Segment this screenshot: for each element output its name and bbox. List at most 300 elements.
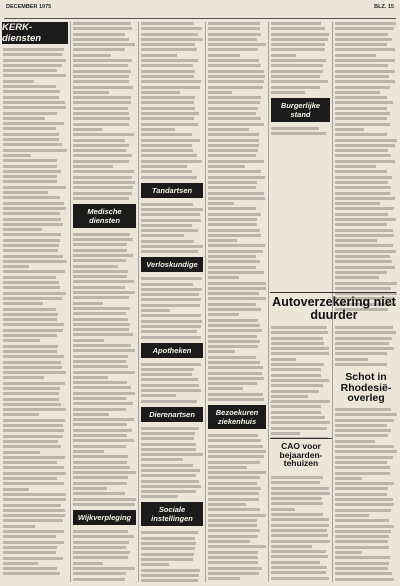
text-line	[73, 59, 132, 62]
text-line	[335, 556, 390, 559]
text-line	[335, 255, 390, 258]
text-line	[208, 572, 259, 575]
text-line	[208, 107, 258, 110]
text-line	[3, 133, 59, 136]
text-line	[3, 435, 63, 438]
cao-article	[271, 476, 330, 582]
text-line	[3, 514, 65, 517]
text-line	[73, 466, 130, 469]
text-line	[208, 324, 260, 327]
column-6-text-1	[335, 22, 397, 311]
text-line	[141, 213, 200, 216]
text-line	[141, 474, 196, 477]
text-line	[3, 101, 65, 104]
text-line	[73, 27, 132, 30]
text-line	[271, 492, 330, 495]
text-line	[335, 352, 387, 355]
text-line	[73, 54, 111, 57]
text-line	[335, 70, 395, 73]
text-line	[335, 160, 395, 163]
text-line	[141, 553, 194, 556]
text-line	[141, 101, 194, 104]
column-3-text-6	[141, 531, 203, 582]
text-line	[335, 202, 380, 205]
text-line	[208, 471, 266, 474]
text-line	[3, 398, 59, 401]
text-line	[208, 223, 257, 226]
text-line	[141, 453, 203, 456]
text-line	[73, 567, 135, 570]
text-line	[141, 112, 199, 115]
text-line	[335, 551, 362, 554]
column-5-text-1	[271, 22, 330, 94]
text-line	[141, 558, 193, 561]
column-3-text-3	[141, 277, 203, 338]
text-line	[271, 524, 329, 527]
text-line	[141, 298, 201, 301]
text-line	[208, 192, 264, 195]
rhodesie-text	[335, 408, 397, 582]
text-line	[73, 371, 135, 374]
text-line	[73, 33, 125, 36]
text-line	[271, 550, 326, 553]
text-line	[3, 519, 63, 522]
text-line	[73, 355, 128, 358]
text-line	[335, 86, 390, 89]
text-line	[208, 350, 235, 353]
text-line	[208, 101, 260, 104]
text-line	[3, 48, 64, 51]
text-line	[208, 48, 258, 51]
text-line	[141, 485, 201, 488]
text-line	[335, 250, 396, 253]
column-1	[3, 48, 67, 582]
text-line	[3, 562, 38, 565]
text-line	[208, 577, 240, 580]
text-line	[73, 149, 126, 152]
page-number: BLZ. 15	[374, 4, 394, 10]
text-line	[141, 537, 195, 540]
text-line	[208, 123, 264, 126]
text-line	[208, 335, 257, 338]
text-line	[271, 363, 324, 366]
text-line	[73, 270, 128, 273]
text-line	[3, 419, 65, 422]
text-line	[73, 328, 129, 331]
text-line	[141, 80, 201, 83]
text-line	[335, 525, 394, 528]
text-line	[271, 571, 326, 574]
text-line	[3, 202, 64, 205]
text-line	[208, 43, 266, 46]
text-line	[208, 434, 258, 437]
text-line	[335, 493, 387, 496]
text-line	[271, 352, 329, 355]
text-line	[3, 186, 66, 189]
text-line	[3, 493, 66, 496]
text-line	[208, 186, 256, 189]
text-line	[73, 75, 129, 78]
text-line	[208, 213, 261, 216]
text-line	[335, 413, 397, 416]
text-line	[73, 546, 126, 549]
text-line	[208, 567, 262, 570]
page-header	[0, 0, 400, 20]
text-line	[73, 360, 126, 363]
text-line	[141, 91, 180, 94]
headline-autoverzekering: Autoverzekering niet duurder	[272, 295, 396, 322]
text-line	[335, 342, 389, 345]
text-line	[208, 271, 264, 274]
text-line	[73, 503, 135, 506]
text-line	[3, 117, 45, 120]
text-line	[141, 288, 202, 291]
column-6-article-text	[335, 326, 397, 366]
text-line	[3, 345, 58, 348]
text-line	[271, 487, 329, 490]
text-line	[335, 123, 390, 126]
text-line	[73, 408, 126, 411]
text-line	[335, 107, 387, 110]
page-date: DECEMBER 1975	[6, 4, 52, 10]
text-line	[208, 22, 260, 25]
text-line	[141, 96, 195, 99]
text-line	[335, 181, 388, 184]
text-line	[335, 530, 391, 533]
text-line	[73, 238, 133, 241]
text-line	[3, 382, 65, 385]
text-line	[73, 22, 131, 25]
column-divider	[138, 22, 139, 582]
text-line	[271, 476, 323, 479]
text-line	[73, 70, 131, 73]
headline-cao-bejaardentehuizen: CAO voor bejaarden-tehuizen	[279, 441, 323, 469]
text-line	[141, 563, 169, 566]
text-line	[208, 112, 256, 115]
text-line	[141, 427, 199, 430]
text-line	[335, 207, 394, 210]
text-line	[141, 117, 194, 120]
text-line	[271, 384, 323, 387]
text-line	[73, 165, 113, 168]
text-line	[73, 117, 130, 120]
text-line	[3, 530, 64, 533]
text-line	[208, 149, 258, 152]
text-line	[141, 250, 198, 253]
text-line	[3, 170, 61, 173]
text-line	[73, 265, 118, 268]
text-line	[3, 557, 63, 560]
text-line	[335, 154, 391, 157]
text-line	[335, 260, 392, 263]
text-line	[3, 127, 56, 130]
text-line	[3, 318, 57, 321]
text-line	[335, 567, 388, 570]
text-line	[3, 292, 66, 295]
column-6-text-2	[335, 326, 397, 366]
text-line	[335, 192, 390, 195]
text-line	[141, 123, 198, 126]
text-line	[208, 282, 266, 285]
text-line	[271, 405, 321, 408]
text-line	[141, 458, 183, 461]
text-line	[335, 472, 390, 475]
text-line	[208, 75, 265, 78]
text-line	[271, 481, 320, 484]
text-line	[3, 112, 57, 115]
text-line	[208, 498, 259, 501]
text-line	[271, 400, 330, 403]
text-line	[3, 59, 66, 62]
text-line	[73, 578, 125, 581]
text-line	[73, 233, 130, 236]
text-line	[73, 154, 132, 157]
text-line	[335, 519, 389, 522]
text-line	[73, 556, 128, 559]
text-line	[73, 38, 129, 41]
text-line	[141, 400, 197, 403]
text-line	[3, 218, 61, 221]
text-line	[3, 498, 66, 501]
text-line	[335, 112, 390, 115]
text-line	[3, 196, 60, 199]
text-line	[271, 427, 327, 430]
text-line	[73, 487, 107, 490]
text-line	[208, 514, 266, 517]
text-line	[335, 445, 394, 448]
text-line	[3, 191, 48, 194]
text-line	[3, 175, 57, 178]
text-line	[208, 377, 264, 380]
text-line	[208, 551, 258, 554]
text-line	[73, 286, 125, 289]
text-line	[208, 133, 259, 136]
text-line	[208, 80, 264, 83]
text-line	[208, 181, 257, 184]
text-line	[141, 389, 201, 392]
text-line	[271, 331, 328, 334]
text-line	[208, 508, 260, 511]
text-line	[3, 376, 44, 379]
column-3-text-4	[141, 363, 203, 403]
text-line	[73, 418, 134, 421]
text-line	[335, 165, 376, 168]
text-line	[3, 249, 58, 252]
text-line	[141, 542, 196, 545]
text-line	[73, 280, 134, 283]
text-line	[73, 307, 130, 310]
text-line	[141, 70, 195, 73]
text-line	[335, 337, 392, 340]
text-line	[73, 291, 135, 294]
text-line	[271, 337, 323, 340]
text-line	[271, 368, 321, 371]
text-line	[141, 304, 200, 307]
text-line	[3, 429, 64, 432]
text-line	[335, 91, 380, 94]
text-line	[73, 80, 129, 83]
text-line	[208, 356, 256, 359]
text-line	[208, 303, 256, 306]
text-line	[3, 445, 61, 448]
cao-text	[271, 476, 330, 580]
text-line	[141, 490, 196, 493]
text-line	[3, 69, 57, 72]
verloskundige-heading: Verloskundige	[141, 257, 203, 272]
text-line	[208, 308, 261, 311]
text-line	[208, 540, 250, 543]
text-line	[271, 54, 296, 57]
text-line	[208, 96, 261, 99]
text-line	[208, 59, 259, 62]
text-line	[73, 86, 133, 89]
text-line	[73, 439, 134, 442]
text-line	[3, 106, 66, 109]
text-line	[271, 326, 327, 329]
text-line	[208, 461, 260, 464]
text-line	[73, 243, 127, 246]
text-line	[208, 86, 263, 89]
text-line	[208, 366, 263, 369]
text-line	[3, 276, 56, 279]
text-line	[271, 91, 305, 94]
column-3-text-1	[141, 22, 203, 179]
text-line	[335, 440, 375, 443]
text-line	[3, 96, 59, 99]
text-line	[335, 223, 387, 226]
text-line	[335, 477, 362, 480]
text-line	[141, 154, 197, 157]
text-line	[141, 469, 200, 472]
column-4	[208, 22, 266, 582]
text-line	[141, 437, 194, 440]
text-line	[335, 482, 394, 485]
text-line	[335, 466, 390, 469]
text-line	[73, 186, 133, 189]
text-line	[271, 416, 325, 419]
text-line	[141, 330, 197, 333]
text-line	[271, 432, 300, 435]
text-line	[3, 143, 62, 146]
text-line	[208, 202, 234, 205]
text-line	[335, 38, 392, 41]
text-line	[208, 535, 258, 538]
text-line	[73, 541, 129, 544]
text-line	[141, 448, 196, 451]
text-line	[271, 513, 323, 516]
text-line	[141, 54, 177, 57]
text-line	[271, 59, 326, 62]
text-line	[208, 398, 264, 401]
text-line	[335, 96, 387, 99]
text-line	[73, 64, 128, 67]
text-line	[141, 394, 176, 397]
text-line	[271, 421, 330, 424]
text-line	[335, 59, 395, 62]
text-line	[208, 33, 261, 36]
column-4-text-2	[208, 434, 266, 582]
text-line	[208, 345, 258, 348]
text-line	[3, 366, 62, 369]
text-line	[208, 292, 259, 295]
text-line	[208, 117, 261, 120]
text-line	[335, 170, 387, 173]
column-3-text-5	[141, 427, 203, 499]
column-2-text-top	[73, 22, 136, 200]
text-line	[208, 207, 256, 210]
text-line	[141, 208, 203, 211]
text-line	[271, 43, 325, 46]
autoverzekering-text	[271, 326, 330, 438]
text-line	[141, 144, 192, 147]
text-line	[141, 531, 198, 534]
text-line	[141, 480, 199, 483]
text-line	[335, 287, 391, 290]
text-line	[208, 266, 256, 269]
bezoekuren-heading: Bezoekuren ziekenhuis	[208, 405, 266, 429]
text-line	[3, 567, 57, 570]
text-line	[73, 397, 126, 400]
text-line	[271, 127, 319, 130]
kerkdiensten-masthead: KERK-diensten	[2, 22, 68, 44]
text-line	[335, 540, 388, 543]
text-line	[335, 80, 395, 83]
text-line	[271, 502, 323, 505]
text-line	[335, 54, 376, 57]
column-1-text	[3, 48, 67, 575]
text-line	[271, 48, 325, 51]
sociale-instellingen-heading: Sociale instellingen	[141, 502, 203, 526]
text-line	[208, 455, 264, 458]
text-line	[208, 91, 232, 94]
text-line	[3, 265, 29, 268]
text-line	[335, 176, 392, 179]
text-line	[208, 276, 239, 279]
text-line	[73, 471, 136, 474]
text-line	[208, 445, 263, 448]
text-line	[3, 361, 61, 364]
text-line	[3, 371, 66, 374]
text-line	[141, 86, 200, 89]
text-line	[3, 525, 35, 528]
text-line	[73, 181, 135, 184]
text-line	[141, 574, 199, 577]
text-line	[208, 250, 263, 253]
column-2-text-bottom	[73, 530, 136, 582]
text-line	[335, 358, 368, 361]
text-line	[73, 160, 129, 163]
text-line	[208, 439, 261, 442]
text-line	[141, 75, 194, 78]
text-line	[3, 339, 40, 342]
text-line	[73, 91, 109, 94]
text-line	[141, 240, 194, 243]
text-line	[3, 223, 63, 226]
text-line	[335, 487, 388, 490]
text-line	[3, 281, 59, 284]
apotheken-heading: Apotheken	[141, 343, 203, 358]
text-line	[73, 476, 128, 479]
text-line	[141, 325, 201, 328]
text-line	[141, 219, 201, 222]
text-line	[73, 434, 127, 437]
text-line	[3, 387, 60, 390]
text-line	[141, 384, 199, 387]
text-line	[73, 192, 132, 195]
text-line	[73, 498, 136, 501]
text-line	[73, 107, 128, 110]
text-line	[335, 498, 393, 501]
